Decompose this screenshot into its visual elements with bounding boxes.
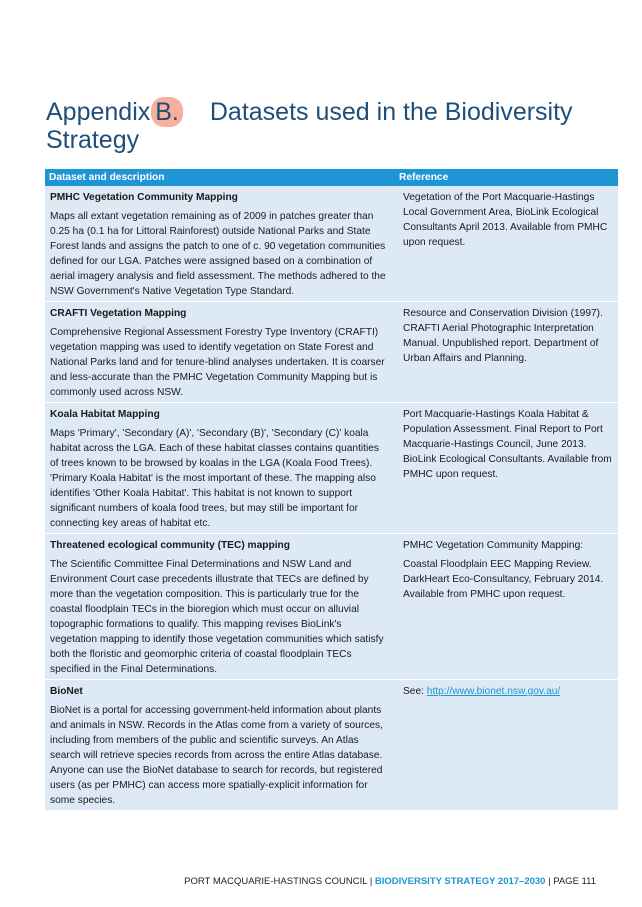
column-header-dataset: Dataset and description bbox=[45, 169, 395, 186]
footer-council: PORT MACQUARIE-HASTINGS COUNCIL bbox=[184, 876, 368, 887]
title-prefix: Appendix bbox=[46, 98, 151, 126]
dataset-title: CRAFTI Vegetation Mapping bbox=[50, 308, 187, 319]
reference-text: Vegetation of the Port Macquarie-Hastings Local Government Area, BioLink Ecological Consultants April 2013. Available from PMHC upon request. bbox=[403, 192, 608, 248]
table-row bbox=[45, 680, 618, 811]
dataset-title: Threatened ecological community (TEC) mapping bbox=[50, 540, 291, 551]
column-header-reference: Reference bbox=[395, 169, 618, 186]
bionet-link[interactable]: http://www.bionet.nsw.gov.au/ bbox=[426, 686, 561, 697]
footer-page-number: PAGE 111 bbox=[553, 876, 596, 887]
appendix-letter: B. bbox=[155, 98, 179, 126]
table-row bbox=[45, 302, 618, 403]
reference-text: Port Macquarie-Hastings Koala Habitat & Population Assessment. Final Report to Port Macquarie-Hastings Council, June 2013. BioLink Ecological Consultants. Available from PMHC upon request. bbox=[403, 409, 612, 480]
reference-cell bbox=[395, 680, 618, 811]
page-footer bbox=[184, 876, 596, 887]
footer-separator: | bbox=[548, 876, 551, 887]
reference-cell bbox=[395, 403, 618, 534]
dataset-description: Maps all extant vegetation remaining as of 2009 in patches greater than 0.25 ha (0.1 ha for Littoral Rainforest) outside National Parks and State Forest lands and assigns the patch to one of c. 90 vegetation communities defined for our LGA. Patches were assigned based on a combination of aerial imagery analysis and field assessment. The methods adhered to the NSW Government's Native Vegetation Type Standard. bbox=[50, 211, 386, 297]
dataset-title: BioNet bbox=[50, 686, 83, 697]
datasets-table bbox=[45, 169, 618, 811]
table-header-row bbox=[45, 169, 618, 186]
reference-lead: PMHC Vegetation Community Mapping: bbox=[403, 540, 584, 551]
title-text: Datasets used in the Biodiversity Strategy bbox=[46, 98, 573, 154]
table-row bbox=[45, 403, 618, 534]
dataset-description: Comprehensive Regional Assessment Forestry Type Inventory (CRAFTI) vegetation mapping was used to identify vegetation on State Forest and National Parks land and for tenure-blind analyses undertaken. It is coarser and less-accurate than the PMHC Vegetation Community Mapping but is commonly used across NSW. bbox=[50, 327, 385, 398]
appendix-letter-badge bbox=[151, 98, 183, 126]
reference-text: Coastal Floodplain EEC Mapping Review. DarkHeart Eco-Consultancy, February 2014. Available from PMHC upon request. bbox=[403, 559, 604, 600]
dataset-cell bbox=[45, 302, 395, 403]
reference-cell bbox=[395, 186, 618, 302]
dataset-description: Maps 'Primary', 'Secondary (A)', 'Secondary (B)', 'Secondary (C)' koala habitat across the LGA. Each of these habitat classes contains quantities of trees known to be browsed by koalas in the LGA (Koala Food Trees). 'Primary Koala Habitat' is the most important of these. The mapping also identifies 'Other Koala Habitat'. This habitat is not known to support significant numbers of koala food trees, but may still be important for connecting key areas of habitat etc. bbox=[50, 428, 380, 529]
footer-strategy: BIODIVERSITY STRATEGY 2017–2030 bbox=[374, 876, 546, 887]
reference-cell bbox=[395, 302, 618, 403]
footer-separator: | bbox=[369, 876, 373, 887]
dataset-cell bbox=[45, 680, 395, 811]
reference-prefix: See: bbox=[403, 686, 427, 697]
table-row bbox=[45, 534, 618, 680]
dataset-cell bbox=[45, 534, 395, 680]
dataset-title: PMHC Vegetation Community Mapping bbox=[50, 192, 238, 203]
page-title bbox=[46, 98, 606, 154]
dataset-description: BioNet is a portal for accessing government-held information about plants and animals in NSW. Records in the Atlas come from a variety of sources, including from members of the public and scientific surveys. An Atlas search will retrieve species records from across the entire Atlas database. Anyone can use the BioNet database to search for records, but registered users (as per PMHC) can access more spatially-explicit information for some species. bbox=[50, 705, 383, 806]
reference-text bbox=[403, 684, 613, 699]
table-row bbox=[45, 186, 618, 302]
reference-cell bbox=[395, 534, 618, 680]
dataset-title: Koala Habitat Mapping bbox=[50, 409, 160, 420]
dataset-cell bbox=[45, 186, 395, 302]
reference-text: Resource and Conservation Division (1997). CRAFTI Aerial Photographic Interpretation Manual. Unpublished report. Department of Urban Affairs and Planning. bbox=[403, 308, 603, 364]
dataset-cell bbox=[45, 403, 395, 534]
dataset-description: The Scientific Committee Final Determinations and NSW Land and Environment Court case precedents illustrate that TECs are defined by more than the vegetation composition. This is particularly true for the coastal floodplain TECs in the bioregion which must occur on alluvial topographic formations to qualify. This mapping revises BioLink's vegetation mapping to identify those vegetation communities which satisfy both the floristic and geomorphic criteria of coastal floodplain TECs specified in the Final Determinations. bbox=[50, 559, 384, 675]
